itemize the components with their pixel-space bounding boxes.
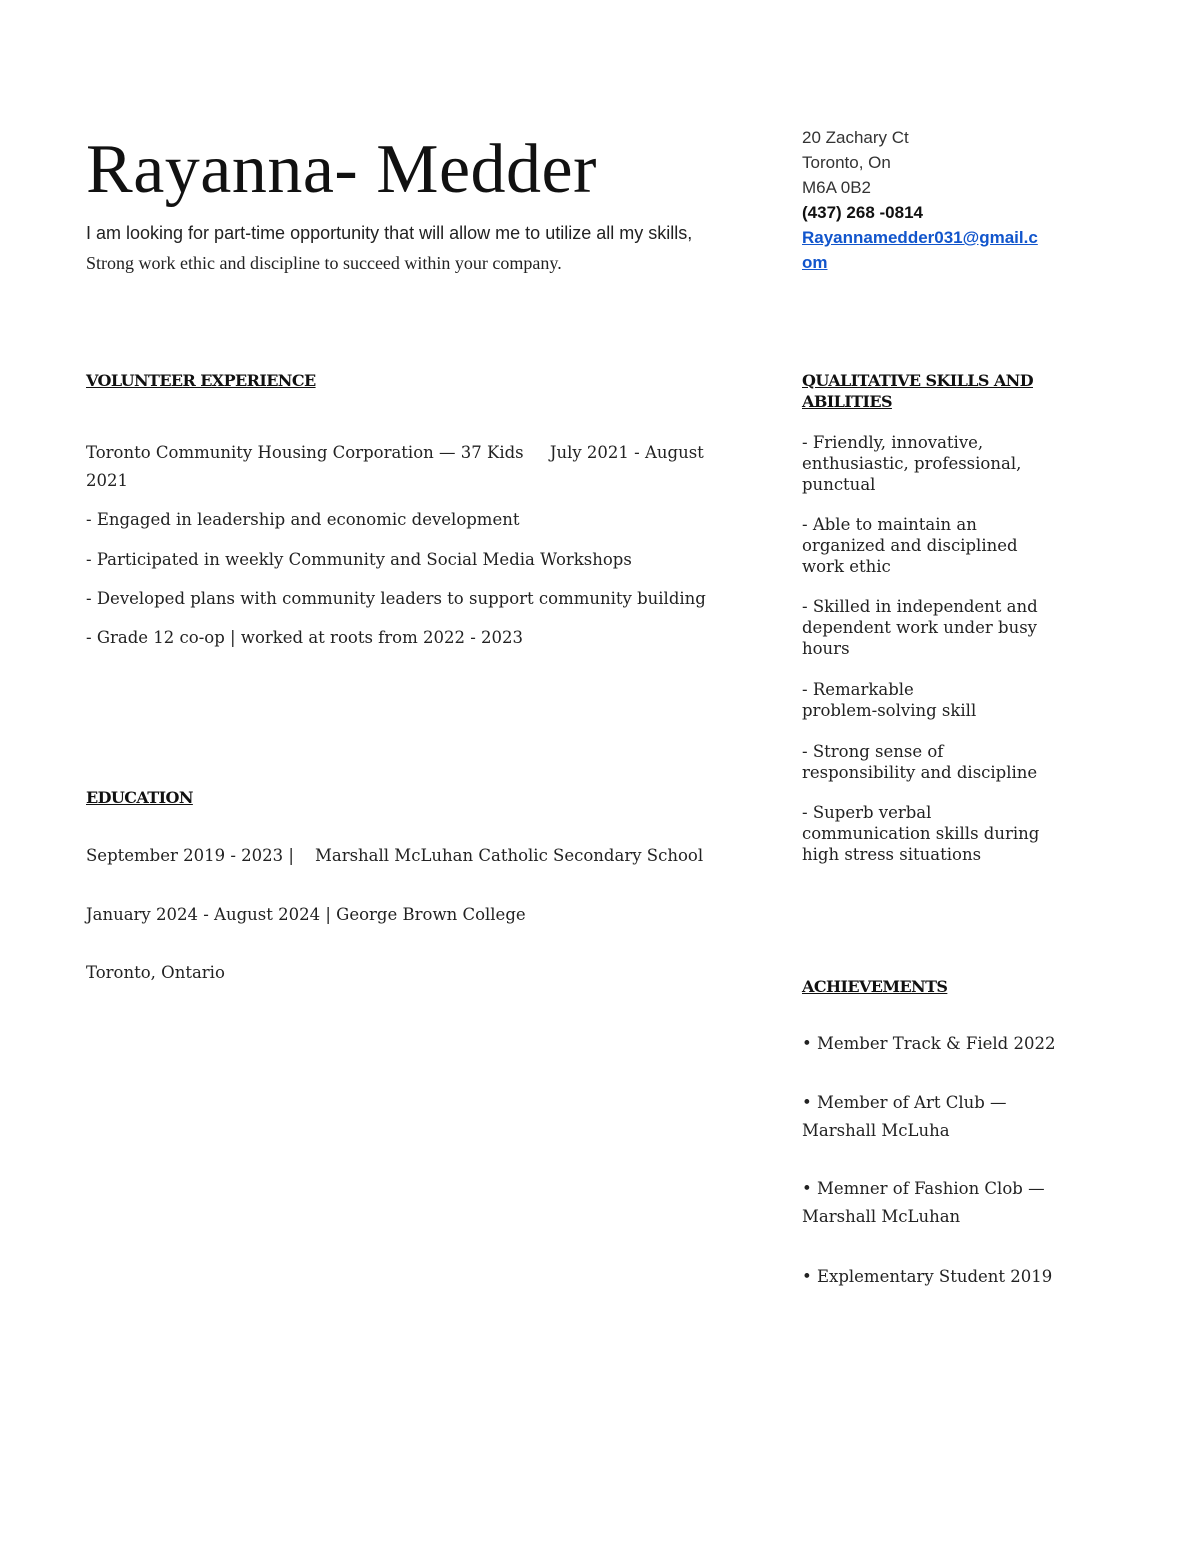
volunteer-bullet: - Participated in weekly Community and Social Media Workshops [86, 550, 632, 569]
achievement-item: • Member Track & Field 2022 [802, 1034, 1056, 1053]
skill-item: - Friendly, innovative, enthusiastic, professional, punctual [802, 433, 1022, 494]
skill-item: - Able to maintain an organized and disciplined work ethic [802, 515, 1018, 576]
candidate-name: Rayanna- Medder [86, 131, 597, 208]
email-line-1[interactable]: Rayannamedder031@gmail.c [802, 228, 1038, 247]
education-entry: September 2019 - 2023 | Marshall McLuhan Catholic Secondary School [86, 846, 704, 865]
contact-phone: (437) 268 -0814 [802, 203, 923, 222]
skills-heading-line-2: ABILITIES [802, 392, 892, 411]
volunteer-bullet: - Engaged in leadership and economic development [86, 510, 520, 529]
volunteer-bullet: - Developed plans with community leaders to support community building [86, 589, 706, 608]
education-entry: January 2024 - August 2024 | George Brown College [86, 905, 526, 924]
objective-line-2: Strong work ethic and discipline to succeed within your company. [86, 253, 562, 273]
volunteer-heading: VOLUNTEER EXPERIENCE [86, 371, 316, 390]
skill-item: - Skilled in independent and dependent work under busy hours [802, 597, 1038, 658]
volunteer-title-line-1: Toronto Community Housing Corporation — 37 Kids July 2021 - August [86, 443, 704, 462]
skill-item: - Strong sense of responsibility and discipline [802, 742, 1038, 782]
contact-city: Toronto, On [802, 153, 891, 172]
volunteer-bullet: - Grade 12 co-op | worked at roots from 2022 - 2023 [86, 628, 524, 647]
volunteer-title-line-2: 2021 [86, 471, 128, 490]
skill-item: - Superb verbal communication skills during high stress situations [802, 803, 1040, 864]
objective-line-1: I am looking for part-time opportunity that will allow me to utilize all my skills, [86, 223, 693, 243]
achievement-item: • Explementary Student 2019 [802, 1267, 1053, 1286]
contact-email-link[interactable] [802, 225, 1038, 275]
education-location: Toronto, Ontario [86, 963, 225, 982]
skill-item: - Remarkable problem-solving skill [802, 680, 977, 720]
skills-heading-line-1: QUALITATIVE SKILLS AND [802, 371, 1033, 390]
achievement-item: • Memner of Fashion Clob — Marshall McLuhan [802, 1179, 1045, 1226]
achievement-item: • Member of Art Club — Marshall McLuha [802, 1093, 1007, 1140]
contact-street: 20 Zachary Ct [802, 128, 909, 147]
contact-block [802, 125, 1038, 275]
contact-postal-code: M6A 0B2 [802, 178, 871, 197]
achievements-heading: ACHIEVEMENTS [802, 977, 948, 996]
email-line-2[interactable]: om [802, 253, 828, 272]
education-heading: EDUCATION [86, 788, 193, 807]
